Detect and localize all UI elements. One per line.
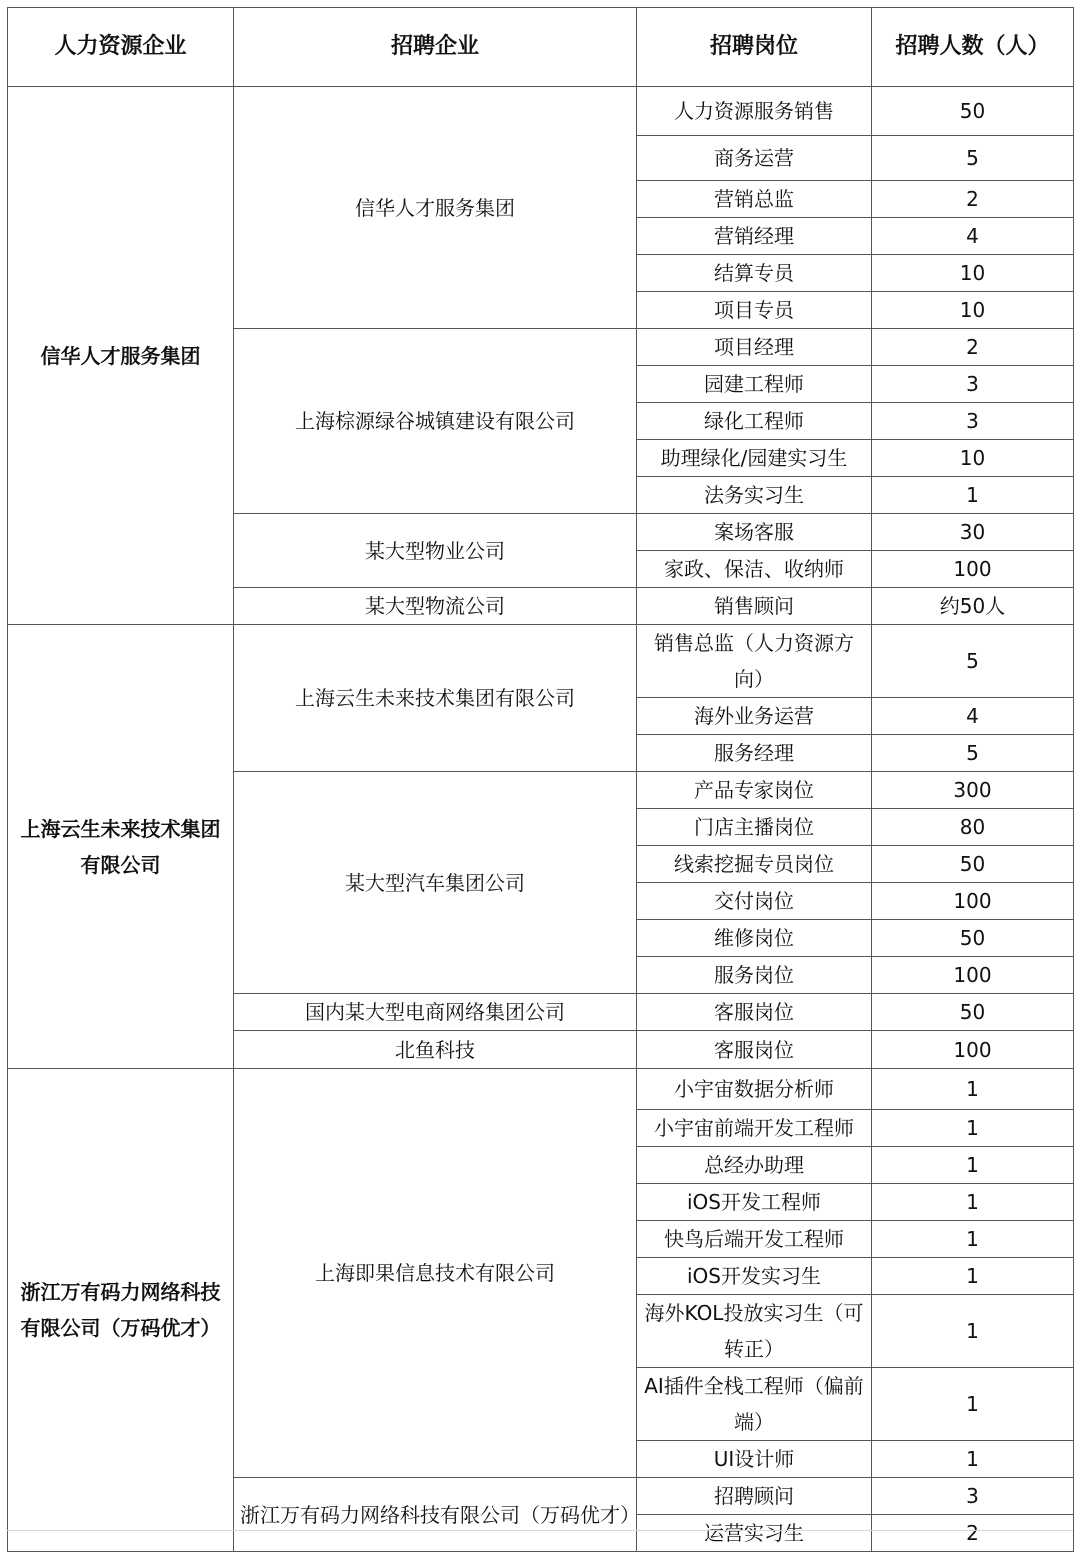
headcount-cell: 1	[872, 1110, 1074, 1147]
headcount-cell: 2	[872, 181, 1074, 218]
position-cell: 小宇宙前端开发工程师	[637, 1110, 872, 1147]
headcount-cell: 100	[872, 551, 1074, 588]
headcount-cell: 5	[872, 136, 1074, 181]
position-cell: 招聘顾问	[637, 1478, 872, 1515]
position-cell: 法务实习生	[637, 477, 872, 514]
hiring-company-cell: 某大型物业公司	[234, 514, 637, 588]
headcount-cell: 2	[872, 1515, 1074, 1552]
hiring-company-cell: 浙江万有码力网络科技有限公司（万码优才）	[234, 1478, 637, 1552]
header-headcount: 招聘人数（人）	[872, 8, 1074, 87]
headcount-cell: 1	[872, 477, 1074, 514]
position-cell: 客服岗位	[637, 1031, 872, 1069]
position-cell: 服务经理	[637, 735, 872, 772]
position-cell: 人力资源服务销售	[637, 87, 872, 136]
headcount-cell: 1	[872, 1147, 1074, 1184]
position-cell: 营销经理	[637, 218, 872, 255]
hiring-company-cell: 某大型汽车集团公司	[234, 772, 637, 994]
position-cell: 门店主播岗位	[637, 809, 872, 846]
headcount-cell: 1	[872, 1221, 1074, 1258]
headcount-cell: 300	[872, 772, 1074, 809]
position-cell: 线索挖掘专员岗位	[637, 846, 872, 883]
hiring-company-cell: 上海即果信息技术有限公司	[234, 1069, 637, 1478]
position-cell: 家政、保洁、收纳师	[637, 551, 872, 588]
position-cell: 海外业务运营	[637, 698, 872, 735]
position-cell: 园建工程师	[637, 366, 872, 403]
hiring-company-cell: 某大型物流公司	[234, 588, 637, 625]
position-cell: 客服岗位	[637, 994, 872, 1031]
headcount-cell: 30	[872, 514, 1074, 551]
hiring-company-cell: 信华人才服务集团	[234, 87, 637, 329]
headcount-cell: 3	[872, 1478, 1074, 1515]
hr-company-cell: 浙江万有码力网络科技有限公司（万码优才）	[8, 1069, 234, 1552]
headcount-cell: 1	[872, 1184, 1074, 1221]
table-row	[8, 625, 1074, 698]
position-cell: 快鸟后端开发工程师	[637, 1221, 872, 1258]
header-hiring-company: 招聘企业	[234, 8, 637, 87]
position-cell: 交付岗位	[637, 883, 872, 920]
headcount-cell: 4	[872, 218, 1074, 255]
hr-company-cell: 上海云生未来技术集团有限公司	[8, 625, 234, 1069]
headcount-cell: 1	[872, 1441, 1074, 1478]
headcount-cell: 3	[872, 403, 1074, 440]
headcount-cell: 50	[872, 994, 1074, 1031]
position-cell: 总经办助理	[637, 1147, 872, 1184]
position-cell: 营销总监	[637, 181, 872, 218]
position-cell: 助理绿化/园建实习生	[637, 440, 872, 477]
position-cell: 海外KOL投放实习生（可转正）	[637, 1295, 872, 1368]
headcount-cell: 1	[872, 1295, 1074, 1368]
header-row	[8, 8, 1074, 87]
position-cell: 销售总监（人力资源方向）	[637, 625, 872, 698]
hiring-company-cell: 上海云生未来技术集团有限公司	[234, 625, 637, 772]
headcount-cell: 5	[872, 625, 1074, 698]
headcount-cell: 50	[872, 87, 1074, 136]
headcount-cell: 约50人	[872, 588, 1074, 625]
header-hr-company: 人力资源企业	[8, 8, 234, 87]
headcount-cell: 50	[872, 920, 1074, 957]
table-bottom-edge	[7, 1530, 1073, 1551]
headcount-cell: 4	[872, 698, 1074, 735]
headcount-cell: 2	[872, 329, 1074, 366]
hr-company-cell: 信华人才服务集团	[8, 87, 234, 625]
position-cell: 项目专员	[637, 292, 872, 329]
position-cell: 小宇宙数据分析师	[637, 1069, 872, 1110]
position-cell: 产品专家岗位	[637, 772, 872, 809]
position-cell: 销售顾问	[637, 588, 872, 625]
position-cell: 绿化工程师	[637, 403, 872, 440]
hiring-company-cell: 国内某大型电商网络集团公司	[234, 994, 637, 1031]
headcount-cell: 100	[872, 957, 1074, 994]
header-position: 招聘岗位	[637, 8, 872, 87]
recruitment-table	[7, 7, 1074, 1552]
headcount-cell: 100	[872, 1031, 1074, 1069]
headcount-cell: 10	[872, 440, 1074, 477]
position-cell: UI设计师	[637, 1441, 872, 1478]
headcount-cell: 10	[872, 292, 1074, 329]
table-body	[8, 87, 1074, 1552]
position-cell: AI插件全栈工程师（偏前端）	[637, 1368, 872, 1441]
position-cell: 商务运营	[637, 136, 872, 181]
headcount-cell: 1	[872, 1368, 1074, 1441]
position-cell: iOS开发工程师	[637, 1184, 872, 1221]
position-cell: 维修岗位	[637, 920, 872, 957]
headcount-cell: 3	[872, 366, 1074, 403]
hiring-company-cell: 北鱼科技	[234, 1031, 637, 1069]
headcount-cell: 1	[872, 1258, 1074, 1295]
position-cell: 结算专员	[637, 255, 872, 292]
headcount-cell: 100	[872, 883, 1074, 920]
position-cell: 服务岗位	[637, 957, 872, 994]
headcount-cell: 10	[872, 255, 1074, 292]
position-cell: iOS开发实习生	[637, 1258, 872, 1295]
hiring-company-cell: 上海棕源绿谷城镇建设有限公司	[234, 329, 637, 514]
position-cell: 案场客服	[637, 514, 872, 551]
headcount-cell: 80	[872, 809, 1074, 846]
headcount-cell: 5	[872, 735, 1074, 772]
headcount-cell: 1	[872, 1069, 1074, 1110]
headcount-cell: 50	[872, 846, 1074, 883]
table-row	[8, 1069, 1074, 1110]
table-row	[8, 87, 1074, 136]
position-cell: 项目经理	[637, 329, 872, 366]
position-cell: 运营实习生	[637, 1515, 872, 1552]
